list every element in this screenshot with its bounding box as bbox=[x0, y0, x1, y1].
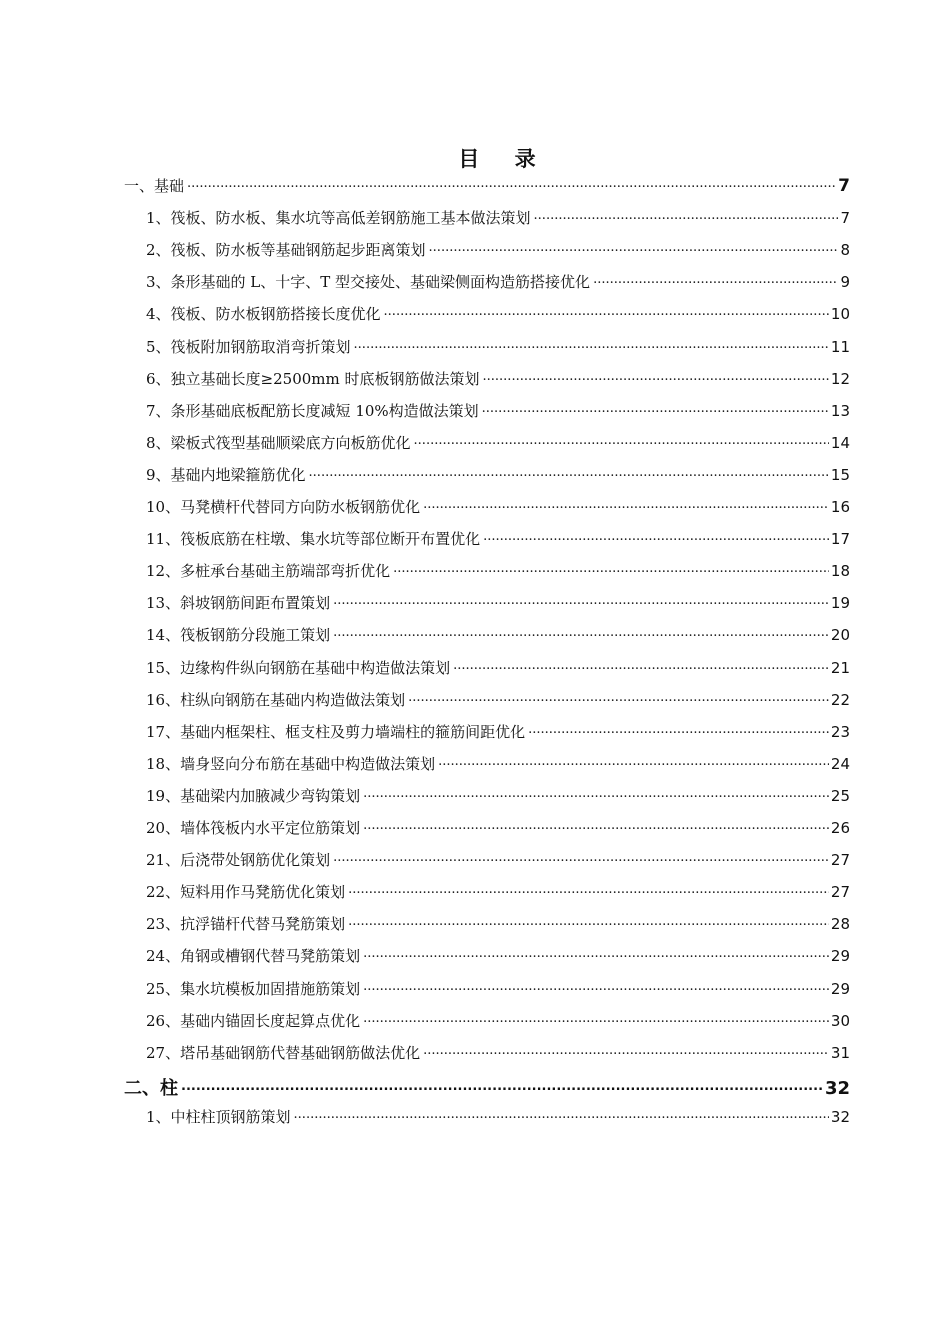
toc-leader-dots bbox=[414, 433, 829, 448]
toc-page-number: 17 bbox=[830, 530, 850, 549]
toc-leader-dots bbox=[528, 722, 829, 737]
toc-page-number: 26 bbox=[830, 819, 850, 837]
toc-item-entry[interactable] bbox=[146, 945, 850, 971]
toc-entry-label: 27、塔吊基础钢筋代替基础钢筋做法优化 bbox=[146, 1043, 421, 1062]
toc-page-number: 32 bbox=[824, 1077, 850, 1099]
toc-item-entry[interactable] bbox=[146, 528, 850, 554]
toc-leader-dots bbox=[363, 1011, 829, 1026]
toc-entry-label: 1、筏板、防水板、集水坑等高低差钢筋施工基本做法策划 bbox=[146, 209, 531, 228]
toc-item-entry[interactable] bbox=[146, 689, 850, 715]
toc-page-number: 32 bbox=[830, 1107, 850, 1126]
toc-leader-dots bbox=[363, 946, 829, 961]
toc-entry-label: 21、后浇带处钢筋优化策划 bbox=[146, 851, 331, 870]
toc-page-number: 10 bbox=[830, 305, 850, 324]
toc-page-number: 7 bbox=[840, 209, 850, 228]
toc-item-entry[interactable] bbox=[146, 624, 850, 650]
toc-item-entry[interactable] bbox=[146, 400, 850, 426]
toc-item-entry[interactable] bbox=[146, 368, 850, 394]
toc-item-entry[interactable] bbox=[146, 721, 850, 747]
toc-page-number: 21 bbox=[830, 658, 850, 677]
toc-item-entry[interactable] bbox=[146, 560, 850, 586]
toc-leader-dots bbox=[438, 754, 829, 769]
toc-leader-dots bbox=[408, 690, 829, 705]
toc-entry-label: 7、条形基础底板配筋长度减短 10%构造做法策划 bbox=[146, 401, 479, 420]
toc-entry-label: 14、筏板钢筋分段施工策划 bbox=[146, 626, 331, 645]
toc-page-number: 24 bbox=[830, 754, 850, 773]
toc-page-number: 22 bbox=[830, 690, 850, 709]
toc-page-number: 12 bbox=[830, 369, 850, 388]
toc-item-entry[interactable] bbox=[146, 432, 850, 458]
toc-page-number: 8 bbox=[840, 241, 850, 260]
toc-entry-label: 18、墙身竖向分布筋在基础中构造做法策划 bbox=[146, 754, 436, 773]
toc-leader-dots bbox=[384, 304, 829, 319]
toc-section-entry[interactable] bbox=[124, 1074, 850, 1100]
toc-item-entry[interactable] bbox=[146, 303, 850, 329]
toc-leader-dots bbox=[294, 1107, 829, 1122]
toc-leader-dots bbox=[354, 337, 829, 352]
toc-item-entry[interactable] bbox=[146, 336, 850, 362]
toc-section-entry[interactable] bbox=[124, 175, 850, 201]
toc-entry-label: 3、条形基础的 L、十字、T 型交接处、基础梁侧面构造筋搭接优化 bbox=[146, 273, 591, 292]
toc-entry-label: 5、筏板附加钢筋取消弯折策划 bbox=[146, 337, 351, 356]
toc-page-number: 29 bbox=[830, 979, 850, 998]
toc-entry-label: 6、独立基础长度≥2500mm 时底板钢筋做法策划 bbox=[146, 369, 480, 388]
toc-item-entry[interactable] bbox=[146, 1042, 850, 1068]
toc-leader-dots bbox=[483, 369, 829, 384]
toc-item-entry[interactable] bbox=[146, 496, 850, 522]
toc-page-number: 27 bbox=[830, 883, 850, 902]
toc-entry-label: 8、梁板式筏型基础顺梁底方向板筋优化 bbox=[146, 433, 411, 452]
toc-item-entry[interactable] bbox=[146, 207, 850, 233]
toc-leader-dots bbox=[348, 882, 829, 897]
toc-leader-dots bbox=[423, 497, 829, 512]
toc-leader-dots bbox=[348, 914, 829, 929]
toc-leader-dots bbox=[423, 1043, 829, 1058]
toc-page-number: 15 bbox=[830, 465, 850, 484]
toc-entry-label: 13、斜坡钢筋间距布置策划 bbox=[146, 594, 331, 613]
toc-page-number: 11 bbox=[830, 337, 850, 356]
toc-item-entry[interactable] bbox=[146, 464, 850, 490]
toc-page-number: 7 bbox=[838, 176, 850, 196]
toc-entry-label: 12、多桩承台基础主筋端部弯折优化 bbox=[146, 562, 391, 581]
toc-entry-label: 20、墙体筏板内水平定位筋策划 bbox=[146, 819, 361, 837]
toc-item-entry[interactable] bbox=[146, 1010, 850, 1036]
toc-item-entry[interactable] bbox=[146, 785, 850, 811]
toc-entry-label: 一、基础 bbox=[124, 177, 185, 195]
toc-leader-dots bbox=[393, 561, 829, 576]
toc-page-number: 30 bbox=[830, 1011, 850, 1030]
toc-leader-dots bbox=[453, 658, 829, 673]
toc-entry-label: 24、角钢或槽钢代替马凳筋策划 bbox=[146, 947, 361, 966]
toc-leader-dots bbox=[482, 401, 829, 416]
toc-entry-label: 16、柱纵向钢筋在基础内构造做法策划 bbox=[146, 690, 406, 709]
toc-leader-dots bbox=[483, 529, 829, 544]
toc-item-entry[interactable] bbox=[146, 753, 850, 779]
toc-entry-label: 17、基础内框架柱、框支柱及剪力墙端柱的箍筋间距优化 bbox=[146, 722, 526, 741]
toc-leader-dots bbox=[187, 176, 836, 191]
toc-page-number: 18 bbox=[830, 562, 850, 581]
toc-entry-label: 25、集水坑模板加固措施筋策划 bbox=[146, 979, 361, 998]
toc-leader-dots bbox=[333, 850, 829, 865]
toc-item-entry[interactable] bbox=[146, 978, 850, 1004]
toc-entry-label: 10、马凳横杆代替同方向防水板钢筋优化 bbox=[146, 498, 421, 516]
toc-page-number: 27 bbox=[830, 851, 850, 870]
toc-page-number: 13 bbox=[830, 401, 850, 420]
toc-page-number: 20 bbox=[830, 626, 850, 645]
toc-leader-dots bbox=[363, 786, 829, 801]
toc-entry-label: 1、中柱柱顶钢筋策划 bbox=[146, 1107, 291, 1126]
toc-page-number: 19 bbox=[830, 594, 850, 613]
toc-item-entry[interactable] bbox=[146, 849, 850, 875]
toc-page-number: 9 bbox=[840, 273, 850, 292]
toc-page-number: 25 bbox=[830, 786, 850, 805]
toc-leader-dots bbox=[429, 240, 839, 255]
toc-item-entry[interactable] bbox=[146, 817, 850, 843]
toc-entry-label: 11、筏板底筋在柱墩、集水坑等部位断开布置优化 bbox=[146, 530, 481, 549]
toc-leader-dots bbox=[363, 818, 829, 833]
toc-item-entry[interactable] bbox=[146, 1106, 850, 1132]
toc-leader-dots bbox=[363, 979, 829, 994]
toc-leader-dots bbox=[333, 593, 829, 608]
toc-leader-dots bbox=[181, 1076, 823, 1094]
toc-leader-dots bbox=[333, 625, 829, 640]
toc-item-entry[interactable] bbox=[146, 239, 850, 265]
toc-item-entry[interactable] bbox=[146, 913, 850, 939]
toc-page-number: 23 bbox=[830, 722, 850, 741]
toc-page-number: 28 bbox=[830, 915, 850, 934]
toc-leader-dots bbox=[534, 208, 839, 223]
toc-page-number: 31 bbox=[830, 1043, 850, 1062]
toc-entry-label: 9、基础内地梁箍筋优化 bbox=[146, 465, 306, 484]
toc-page-number: 16 bbox=[830, 498, 850, 516]
toc-item-entry[interactable] bbox=[146, 881, 850, 907]
toc-page-number: 14 bbox=[830, 433, 850, 452]
toc-entry-label: 19、基础梁内加腋减少弯钩策划 bbox=[146, 786, 361, 805]
toc-entry-label: 26、基础内锚固长度起算点优化 bbox=[146, 1011, 361, 1030]
toc-entry-label: 15、边缘构件纵向钢筋在基础中构造做法策划 bbox=[146, 658, 451, 677]
toc-entry-label: 二、柱 bbox=[124, 1077, 178, 1099]
toc-item-entry[interactable] bbox=[146, 657, 850, 683]
toc-leader-dots bbox=[309, 465, 829, 480]
toc-page-number: 29 bbox=[830, 947, 850, 966]
toc-item-entry[interactable] bbox=[146, 592, 850, 618]
toc-leader-dots bbox=[593, 272, 838, 287]
toc-entry-label: 2、筏板、防水板等基础钢筋起步距离策划 bbox=[146, 241, 426, 260]
toc-title: 目 录 bbox=[458, 147, 550, 171]
toc-item-entry[interactable] bbox=[146, 271, 850, 297]
toc-entry-label: 23、抗浮锚杆代替马凳筋策划 bbox=[146, 915, 346, 934]
toc-entry-label: 4、筏板、防水板钢筋搭接长度优化 bbox=[146, 305, 381, 324]
toc-entry-label: 22、短料用作马凳筋优化策划 bbox=[146, 883, 346, 902]
